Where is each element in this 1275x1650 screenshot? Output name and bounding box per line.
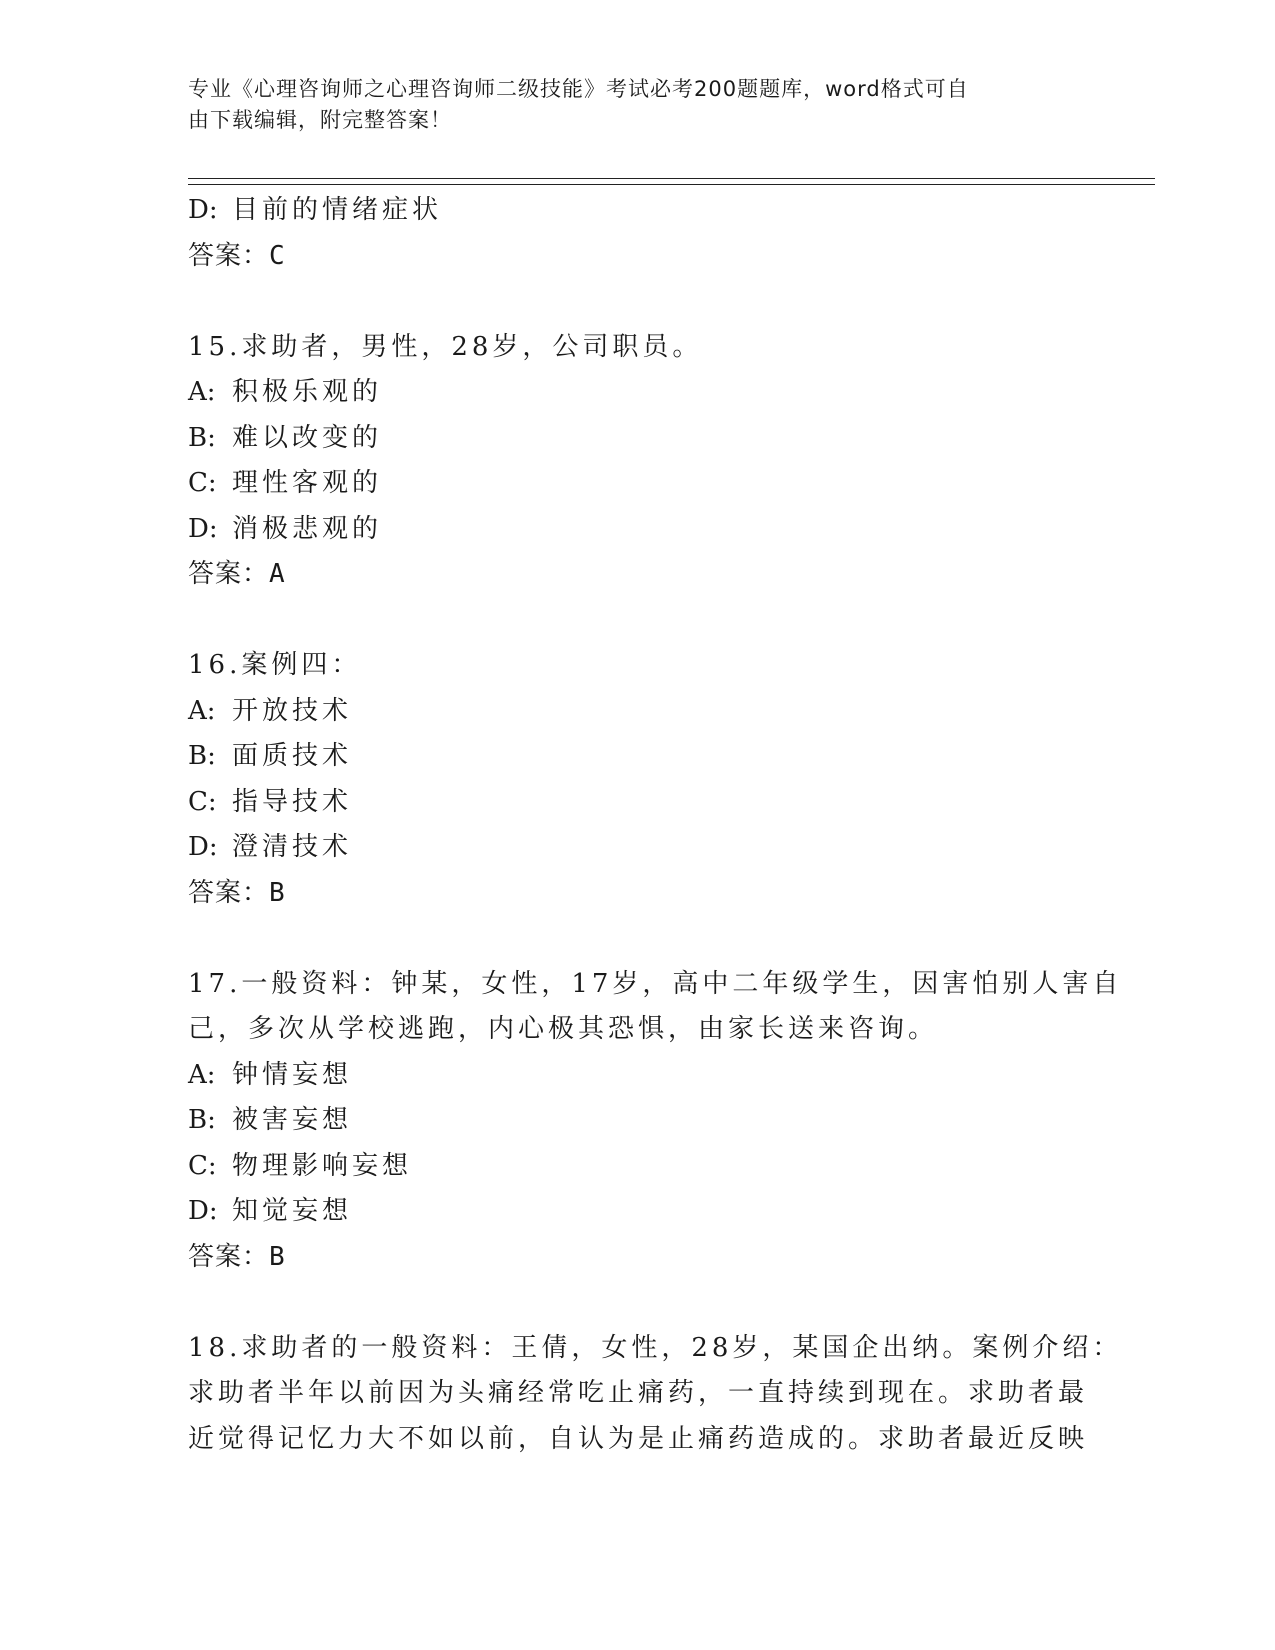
option-row: [188, 734, 1088, 780]
option-key: A:: [188, 1059, 216, 1090]
option-text: 理性客观的: [232, 468, 383, 498]
option-key: A:: [188, 377, 216, 407]
option-text: 钟情妄想: [232, 1059, 353, 1090]
option-row: [188, 780, 1088, 826]
option-row: [188, 689, 1088, 735]
question-15-stem: 15.求助者，男性，28岁，公司职员。: [188, 331, 703, 362]
option-text: 目前的情绪症状: [232, 195, 443, 225]
option-text: 面质技术: [232, 741, 353, 771]
header-divider: [188, 178, 1155, 185]
answer-row: [188, 234, 1088, 280]
option-text: 被害妄想: [232, 1105, 353, 1135]
question-18-stem-line-3: 近觉得记忆力大不如以前，自认为是止痛药造成的。求助者最近反映: [188, 1423, 1089, 1454]
question-16-stem: 16.案例四：: [188, 650, 362, 680]
answer-label: 答案：: [188, 559, 270, 589]
answer-row: [188, 1235, 1088, 1281]
header-title-line-1: 专业《心理咨询师之心理咨询师二级技能》考试必考200题题库，word格式可自: [188, 77, 969, 101]
option-key: D:: [188, 513, 218, 544]
option-row: [188, 507, 1088, 553]
option-row: [188, 416, 1088, 462]
option-text: 知觉妄想: [232, 1196, 353, 1226]
question-18-stem-line-1: 18.求助者的一般资料：王倩，女性，28岁，某国企出纳。案例介绍：: [188, 1332, 1123, 1363]
option-text: 澄清技术: [232, 832, 353, 862]
answer-value: A: [269, 559, 286, 589]
option-row: [188, 1053, 1088, 1099]
spacer: [188, 1280, 1088, 1326]
option-key: D:: [188, 1196, 218, 1226]
option-text: 消极悲观的: [232, 513, 383, 544]
option-row: [188, 1098, 1088, 1144]
spacer: [188, 916, 1088, 962]
option-row: [188, 1144, 1088, 1190]
option-text: 指导技术: [232, 786, 353, 817]
option-text: 开放技术: [232, 695, 353, 726]
question-18-stem-line-2: 求助者半年以前因为头痛经常吃止痛药，一直持续到现在。求助者最: [188, 1378, 1089, 1408]
option-row: [188, 1189, 1088, 1235]
document-body: [188, 188, 1123, 1462]
answer-value: B: [269, 877, 286, 908]
option-row: [188, 825, 1088, 871]
option-key: D:: [188, 832, 218, 862]
option-key: B:: [188, 741, 216, 771]
answer-label: 答案：: [188, 1241, 270, 1272]
option-text: 难以改变的: [232, 422, 383, 453]
option-row: [188, 370, 1088, 416]
option-key: C:: [188, 1150, 217, 1181]
header-title-line-2: 由下载编辑，附完整答案！: [188, 108, 452, 132]
option-key: B:: [188, 422, 216, 453]
question-17-stem-line-2: 己，多次从学校逃跑，内心极其恐惧，由家长送来咨询。: [188, 1014, 939, 1044]
document-header: [188, 74, 1078, 136]
answer-label: 答案：: [188, 240, 270, 271]
option-key: B:: [188, 1105, 216, 1135]
spacer: [188, 598, 1088, 644]
spacer: [188, 279, 1088, 325]
option-text: 物理影响妄想: [232, 1150, 413, 1181]
option-key: D:: [188, 195, 218, 225]
answer-value: B: [269, 1241, 286, 1272]
answer-row: [188, 552, 1088, 598]
answer-row: [188, 871, 1088, 917]
answer-value: C: [269, 240, 286, 271]
option-row: [188, 461, 1088, 507]
option-key: C:: [188, 786, 217, 817]
option-row: [188, 188, 1088, 234]
option-key: C:: [188, 468, 217, 498]
option-key: A:: [188, 695, 216, 726]
question-17-stem-line-1: 17.一般资料：钟某，女性，17岁，高中二年级学生，因害怕别人害自: [188, 968, 1123, 999]
option-text: 积极乐观的: [232, 377, 383, 407]
answer-label: 答案：: [188, 877, 270, 908]
